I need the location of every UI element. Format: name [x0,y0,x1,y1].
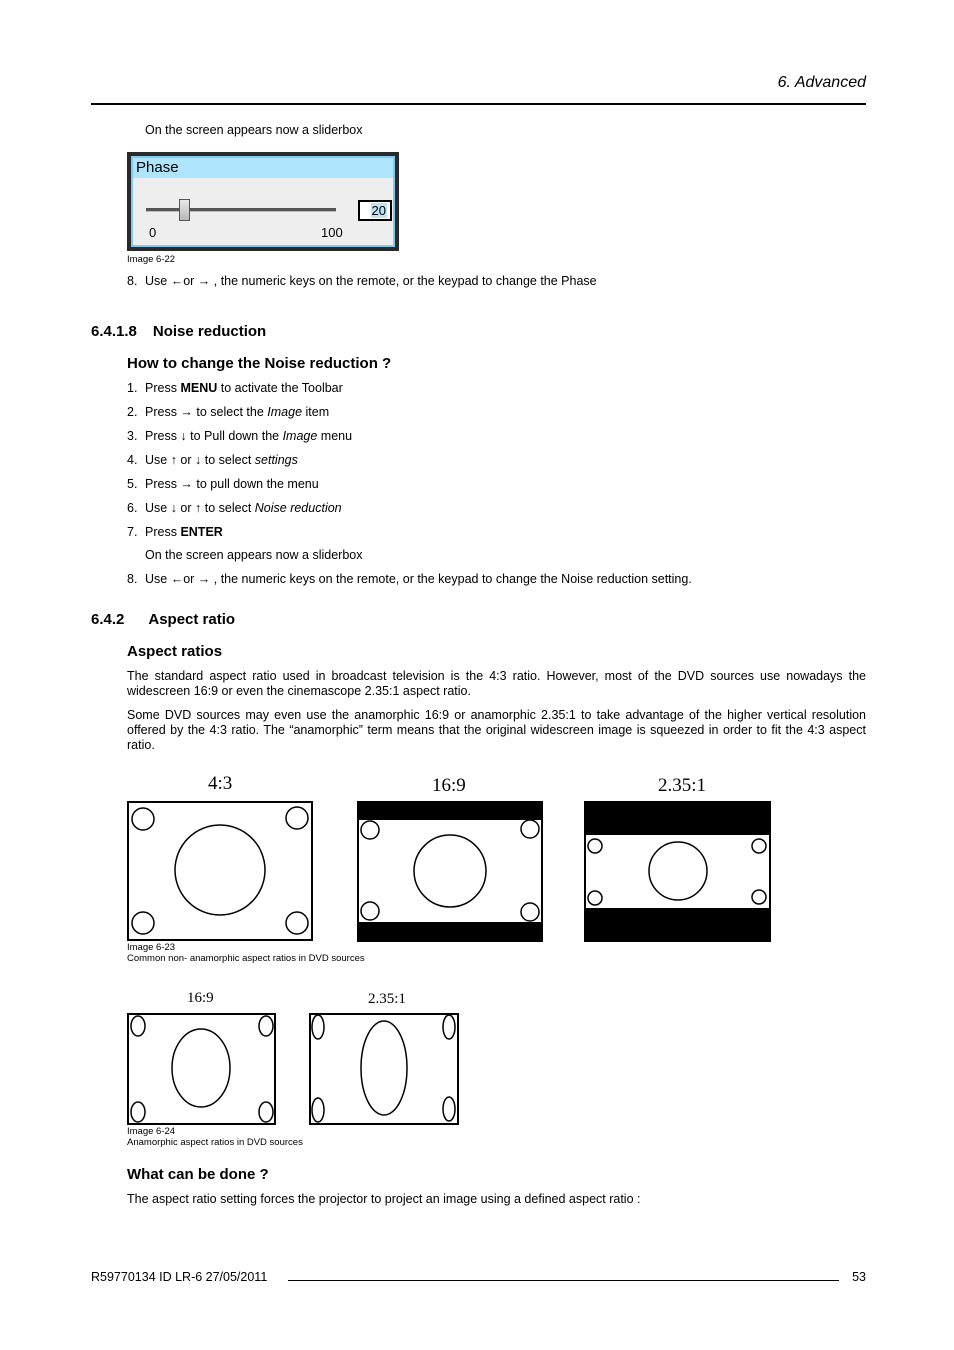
section-heading-aspect-ratio [91,611,235,628]
anamorphic-16-9-diagram [127,1013,276,1125]
list-item [127,405,352,429]
step-8-phase [127,274,597,289]
footer-doc-id: R59770134 ID LR-6 27/05/2011 [91,1270,268,1284]
frame [128,802,312,940]
list-item [127,525,352,549]
section-number: 6.4.1.8 [91,323,137,340]
section-title: Aspect ratio [148,611,236,628]
aspect-4-3-diagram [127,801,313,942]
step-text: Use ←or → , the numeric keys on the remote, or the keypad to change the Noise reduction setting. [145,572,692,586]
intro-text: On the screen appears now a sliderbox [145,123,363,137]
aspect-2-35-1-diagram [584,801,771,942]
step-number: 6. [127,501,138,515]
step-number: 2. [127,405,138,419]
step-number: 8. [127,274,138,288]
list-item [127,477,352,501]
menu-item-name: Image [282,429,318,443]
caption-text: Anamorphic aspect ratios in DVD sources [127,1137,303,1148]
step-text: Use ↓ or ↑ to select [145,501,255,515]
slider-thumb[interactable] [179,199,190,221]
label-anamorphic-16-9: 16:9 [187,990,214,1006]
image-caption: Image 6-22 [127,254,176,265]
label-16-9: 16:9 [432,775,466,796]
step-number: 7. [127,525,138,539]
step-text: item [302,405,330,419]
step-text: Press [145,525,181,539]
section-number: 6.4.2 [91,611,125,628]
list-item [127,429,352,453]
menu-item-name: Noise reduction [254,501,342,515]
aspect-16-9-diagram [357,801,543,942]
caption-id: Image 6-23 [127,942,176,953]
caption-id: Image 6-24 [127,1126,176,1137]
slider-title: Phase [133,158,393,178]
step-text: Press → to select the [145,405,268,419]
list-item [127,453,352,477]
step-number: 5. [127,477,138,491]
label-anamorphic-2-35-1: 2.35:1 [368,991,406,1007]
key-name: MENU [180,381,218,395]
what-can-be-done-heading: What can be done ? [127,1166,269,1183]
anamorphic-2-35-1-diagram [309,1013,459,1125]
step-8-noise [127,572,692,587]
menu-item-name: settings [254,453,298,467]
header-rule [91,103,866,105]
section-title: Noise reduction [152,323,267,340]
step-text: menu [317,429,353,443]
label-4-3: 4:3 [208,773,233,794]
step-text: Press ↓ to Pull down the [145,429,283,443]
step-text: Press [145,381,181,395]
slider-track[interactable] [146,208,336,212]
step-number: 4. [127,453,138,467]
slider-panel [131,156,395,247]
image-caption-6-23 [127,942,365,964]
phase-slider-box [127,152,399,251]
step-number: 1. [127,381,138,395]
slider-max-label: 100 [321,225,343,240]
picture-area [586,835,769,908]
key-name: ENTER [180,525,223,539]
step-list [127,381,352,549]
page-number: 53 [852,1270,866,1284]
caption-text: Common non- anamorphic aspect ratios in DVD sources [127,953,365,964]
list-item [127,501,352,525]
footer-rule [288,1280,839,1281]
step-text: Use ←or → , the numeric keys on the remote, or the keypad to change the Phase [145,274,597,288]
intro-text-2: On the screen appears now a sliderbox [145,548,363,562]
slider-min-label: 0 [149,225,157,240]
aspect-ratios-heading: Aspect ratios [127,643,223,660]
paragraph-3: The aspect ratio setting forces the projector to project an image using a defined aspect ratio : [127,1192,641,1206]
step-number: 8. [127,572,138,586]
section-heading-noise-reduction [91,323,266,340]
paragraph-1: The standard aspect ratio used in broadcast television is the 4:3 ratio. However, most of the DVD sources use nowadays the widescreen 16:9 or even the cinemascope 2.35:1 aspect ratio. [127,669,866,698]
menu-item-name: Image [267,405,303,419]
howto-heading: How to change the Noise reduction ? [127,355,392,372]
list-item [127,381,352,405]
slider-value: 20 [371,203,386,218]
step-text: to activate the Toolbar [217,381,343,395]
step-number: 3. [127,429,138,443]
step-text: Use ↑ or ↓ to select [145,453,255,467]
section-header-title: 6. Advanced [777,74,866,91]
image-caption-6-24 [127,1126,303,1148]
paragraph-2: Some DVD sources may even use the anamorphic 16:9 or anamorphic 2.35:1 to take advantage of the higher vertical resolution offered by the 4:3 ratio. The “anamorphic” term means that the original widescreen image is squeezed in order to fit the 4:3 aspect ratio. [127,708,866,752]
frame [310,1014,458,1124]
label-2-35-1: 2.35:1 [658,775,707,796]
step-text: Press → to pull down the menu [145,477,319,491]
slider-value-field[interactable] [358,200,392,221]
